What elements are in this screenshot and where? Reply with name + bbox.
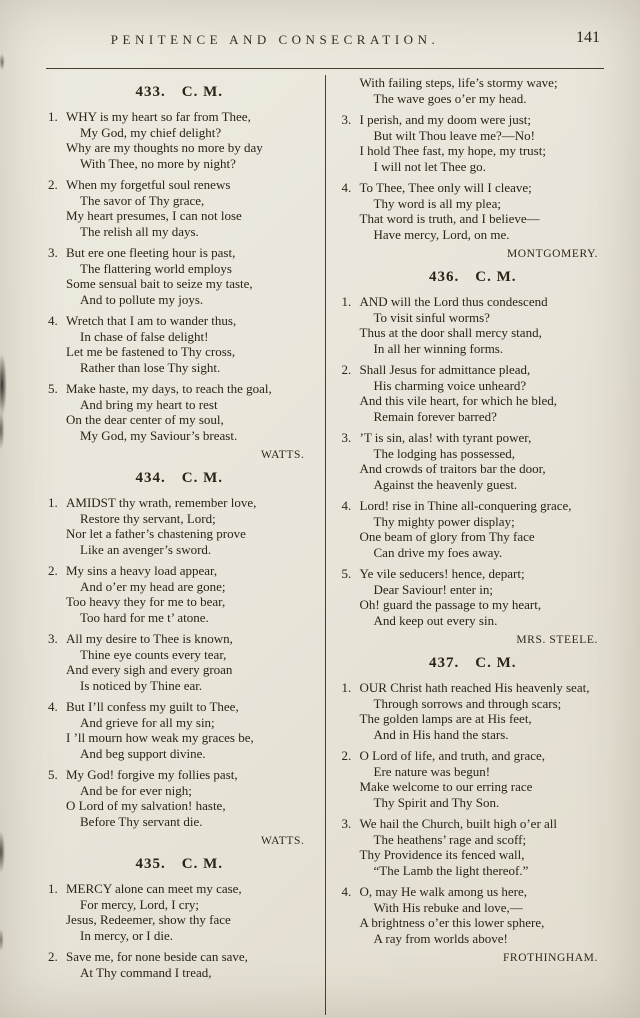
verse-line: Thus at the door shall mercy stand, xyxy=(359,325,542,340)
verse-line: On the dear center of my soul, xyxy=(66,412,224,427)
verse-line: And in His hand the stars. xyxy=(373,726,509,742)
verse-number: 3. xyxy=(48,631,58,646)
verse-line: At Thy command I tread, xyxy=(80,964,212,980)
verse-line: My God, my Saviour’s breast. xyxy=(80,427,238,443)
verse-line: My God, my chief delight? xyxy=(80,124,222,140)
verse-line: The wave goes o’er my head. xyxy=(373,90,527,106)
hymn-heading xyxy=(340,269,607,286)
verse xyxy=(46,245,313,307)
verse xyxy=(340,566,607,628)
verse-line: My God! forgive my follies past, xyxy=(66,767,238,782)
verse-line: His charming voice unheard? xyxy=(373,377,527,393)
page-number: 141 xyxy=(576,29,600,46)
verse xyxy=(46,313,313,375)
verse-number: 1. xyxy=(48,109,58,124)
verse-line: Wretch that I am to wander thus, xyxy=(66,313,237,328)
verse-line: Jesus, Redeemer, show thy face xyxy=(66,912,231,927)
verse-number: 5. xyxy=(48,381,58,396)
verse-line: A ray from worlds above! xyxy=(373,930,508,946)
verse xyxy=(340,680,607,742)
verse-line: I will not let Thee go. xyxy=(373,158,486,174)
verse-line: And every sigh and every groan xyxy=(66,662,233,677)
hymn-number: 433. xyxy=(135,84,166,100)
verse xyxy=(46,563,313,625)
verse-line: We hail the Church, built high o’er all xyxy=(359,816,558,831)
verse-line: Make welcome to our erring race xyxy=(359,779,533,794)
verse-line: Ye vile seducers! hence, depart; xyxy=(359,566,525,581)
verse xyxy=(340,748,607,810)
hymn-number: 437. xyxy=(429,655,460,671)
text-columns xyxy=(46,75,606,1015)
verse-line: ’T is sin, alas! with tyrant power, xyxy=(359,430,532,445)
left-column xyxy=(46,75,325,1015)
verse-line: And keep out every sin. xyxy=(373,612,498,628)
verse-line: In all her winning forms. xyxy=(373,340,504,356)
hymn-number: 436. xyxy=(429,269,460,285)
verse-number: 2. xyxy=(48,177,58,192)
verse-line: Like an avenger’s sword. xyxy=(80,541,212,557)
attribution: FROTHINGHAM. xyxy=(502,952,598,964)
verse-number: 4. xyxy=(48,313,58,328)
verse-line: In chase of false delight! xyxy=(80,328,209,344)
verse-line: I perish, and my doom were just; xyxy=(359,112,531,127)
attribution: WATTS. xyxy=(260,835,305,847)
verse-line: My heart presumes, I can not lose xyxy=(66,208,242,223)
verse-line: And o’er my head are gone; xyxy=(80,578,226,594)
verse-line: My sins a heavy load appear, xyxy=(66,563,218,578)
verse xyxy=(46,177,313,239)
verse xyxy=(340,362,607,424)
verse-line: The lodging has possessed, xyxy=(373,445,516,461)
verse-number: 3. xyxy=(341,816,352,831)
verse-line: AMIDST thy wrath, remember love, xyxy=(66,495,257,510)
verse-line: AND will the Lord thus condescend xyxy=(359,294,548,309)
verse-line: And to pollute my joys. xyxy=(80,291,204,307)
verse-line: All my desire to Thee is known, xyxy=(66,631,233,646)
verse-number: 2. xyxy=(341,748,352,763)
verse-line: O Lord of my salvation! haste, xyxy=(66,798,226,813)
verse-line: To visit sinful worms? xyxy=(373,309,490,325)
verse-number: 4. xyxy=(341,180,352,195)
verse-line: Too hard for me t’ atone. xyxy=(80,609,209,625)
verse-line: And beg support divine. xyxy=(80,745,206,761)
verse-number: 1. xyxy=(341,680,352,695)
verse-line: Thy Spirit and Thy Son. xyxy=(373,794,500,810)
verse-line: Have mercy, Lord, on me. xyxy=(373,226,510,242)
verse xyxy=(340,75,607,106)
verse xyxy=(46,495,313,557)
verse-line: And crowds of traitors bar the door, xyxy=(359,461,546,476)
verse-line: Restore thy servant, Lord; xyxy=(80,510,216,526)
verse-line: The heathens’ rage and scoff; xyxy=(373,831,527,847)
verse xyxy=(340,498,607,560)
verse-line: Dear Saviour! enter in; xyxy=(373,581,493,597)
verse-line: WHY is my heart so far from Thee, xyxy=(66,109,251,124)
verse-number: 1. xyxy=(341,294,352,309)
verse-line: The relish all my days. xyxy=(80,223,199,239)
verse-line: And grieve for all my sin; xyxy=(80,714,215,730)
verse xyxy=(340,112,607,174)
verse xyxy=(340,816,607,878)
verse-line: But ere one fleeting hour is past, xyxy=(66,245,236,260)
hymn-number: 435. xyxy=(135,856,166,872)
verse xyxy=(46,699,313,761)
hymn-heading xyxy=(46,84,313,101)
verse-line: Too heavy they for me to bear, xyxy=(66,594,226,609)
verse-line: MERCY alone can meet my case, xyxy=(66,881,242,896)
verse-line: And bring my heart to rest xyxy=(80,396,218,412)
verse-line: The golden lamps are at His feet, xyxy=(359,711,532,726)
verse-number: 3. xyxy=(48,245,58,260)
attribution: MONTGOMERY. xyxy=(506,248,598,260)
verse-line: Why are my thoughts no more by day xyxy=(66,140,263,155)
verse-line: With failing steps, life’s stormy wave; xyxy=(359,75,558,90)
verse-line: Let me be fastened to Thy cross, xyxy=(66,344,236,359)
verse-line: I ’ll mourn how weak my graces be, xyxy=(66,730,254,745)
verse-line: For mercy, Lord, I cry; xyxy=(80,896,200,912)
verse xyxy=(340,884,607,946)
verse-line: Some sensual bait to seize my taste, xyxy=(66,276,253,291)
verse-line: Can drive my foes away. xyxy=(373,544,503,560)
verse-number: 5. xyxy=(341,566,352,581)
verse-line: With Thee, no more by night? xyxy=(80,155,236,171)
verse-line: Save me, for none beside can save, xyxy=(66,949,248,964)
hymn-meter: C. M. xyxy=(475,269,517,285)
attribution: MRS. STEELE. xyxy=(516,634,598,646)
verse-line: Against the heavenly guest. xyxy=(373,476,518,492)
verse-line: One beam of glory from Thy face xyxy=(359,529,535,544)
verse-line: But I’ll confess my guilt to Thee, xyxy=(66,699,239,714)
header-rule xyxy=(46,68,604,69)
hymn-number: 434. xyxy=(135,470,166,486)
verse-line: O, may He walk among us here, xyxy=(359,884,528,899)
verse-line: Thy mighty power display; xyxy=(373,513,515,529)
verse-line: Oh! guard the passage to my heart, xyxy=(359,597,542,612)
verse-line: Is noticed by Thine ear. xyxy=(80,677,203,693)
verse-number: 4. xyxy=(341,498,352,513)
right-column xyxy=(326,75,607,1015)
verse xyxy=(340,430,607,492)
verse-line: In mercy, or I die. xyxy=(80,927,174,943)
verse-line: And be for ever nigh; xyxy=(80,782,192,798)
verse-line: Nor let a father’s chastening prove xyxy=(66,526,246,541)
verse-line: Thy word is all my plea; xyxy=(373,195,501,211)
verse-line: When my forgetful soul renews xyxy=(66,177,231,192)
verse-number: 2. xyxy=(48,949,58,964)
verse xyxy=(46,381,313,443)
verse-line: With His rebuke and love,— xyxy=(373,899,523,915)
verse-number: 4. xyxy=(48,699,58,714)
verse-line: The flattering world employs xyxy=(80,260,232,276)
hymn-meter: C. M. xyxy=(475,655,517,671)
verse-line: Through sorrows and through scars; xyxy=(373,695,562,711)
hymn-heading xyxy=(46,856,313,873)
verse-line: Make haste, my days, to reach the goal, xyxy=(66,381,272,396)
verse-line: Thine eye counts every tear, xyxy=(80,646,227,662)
verse-number: 1. xyxy=(48,495,58,510)
verse-number: 5. xyxy=(48,767,58,782)
verse xyxy=(46,881,313,943)
verse xyxy=(340,180,607,242)
verse xyxy=(46,949,313,980)
verse-number: 3. xyxy=(341,112,352,127)
verse xyxy=(340,294,607,356)
verse-line: OUR Christ hath reached His heavenly seat, xyxy=(359,680,590,695)
verse-line: I hold Thee fast, my hope, my trust; xyxy=(359,143,546,158)
verse-line: O Lord of life, and truth, and grace, xyxy=(359,748,546,763)
page-header xyxy=(0,0,640,64)
verse-line: Ere nature was begun! xyxy=(373,763,491,779)
verse-line: Thy Providence its fenced wall, xyxy=(359,847,525,862)
scan-edge-artifacts xyxy=(0,0,12,1018)
verse-line: A brightness o’er this lower sphere, xyxy=(359,915,545,930)
verse-line: Remain forever barred? xyxy=(373,408,497,424)
hymn-meter: C. M. xyxy=(181,856,223,872)
verse-number: 4. xyxy=(341,884,352,899)
verse-number: 2. xyxy=(48,563,58,578)
verse-line: And this vile heart, for which he bled, xyxy=(359,393,557,408)
verse-number: 3. xyxy=(341,430,352,445)
hymn-heading xyxy=(46,470,313,487)
verse xyxy=(46,109,313,171)
attribution: WATTS. xyxy=(260,449,305,461)
hymn-heading xyxy=(340,655,607,672)
verse-number: 1. xyxy=(48,881,58,896)
verse-line: Before Thy servant die. xyxy=(80,813,203,829)
verse-line: To Thee, Thee only will I cleave; xyxy=(359,180,532,195)
running-title: PENITENCE AND CONSECRATION. xyxy=(110,32,440,47)
hymn-meter: C. M. xyxy=(181,470,223,486)
verse xyxy=(46,631,313,693)
verse-line: The savor of Thy grace, xyxy=(80,192,205,208)
verse-line: Lord! rise in Thine all-conquering grace, xyxy=(359,498,572,513)
verse-line: That word is truth, and I believe— xyxy=(359,211,540,226)
verse-line: “The Lamb the light thereof.” xyxy=(373,862,529,878)
verse xyxy=(46,767,313,829)
verse-line: Shall Jesus for admittance plead, xyxy=(359,362,531,377)
verse-number: 2. xyxy=(341,362,352,377)
verse-line: But wilt Thou leave me?—No! xyxy=(373,127,536,143)
verse-line: Rather than lose Thy sight. xyxy=(80,359,221,375)
hymn-meter: C. M. xyxy=(181,84,223,100)
